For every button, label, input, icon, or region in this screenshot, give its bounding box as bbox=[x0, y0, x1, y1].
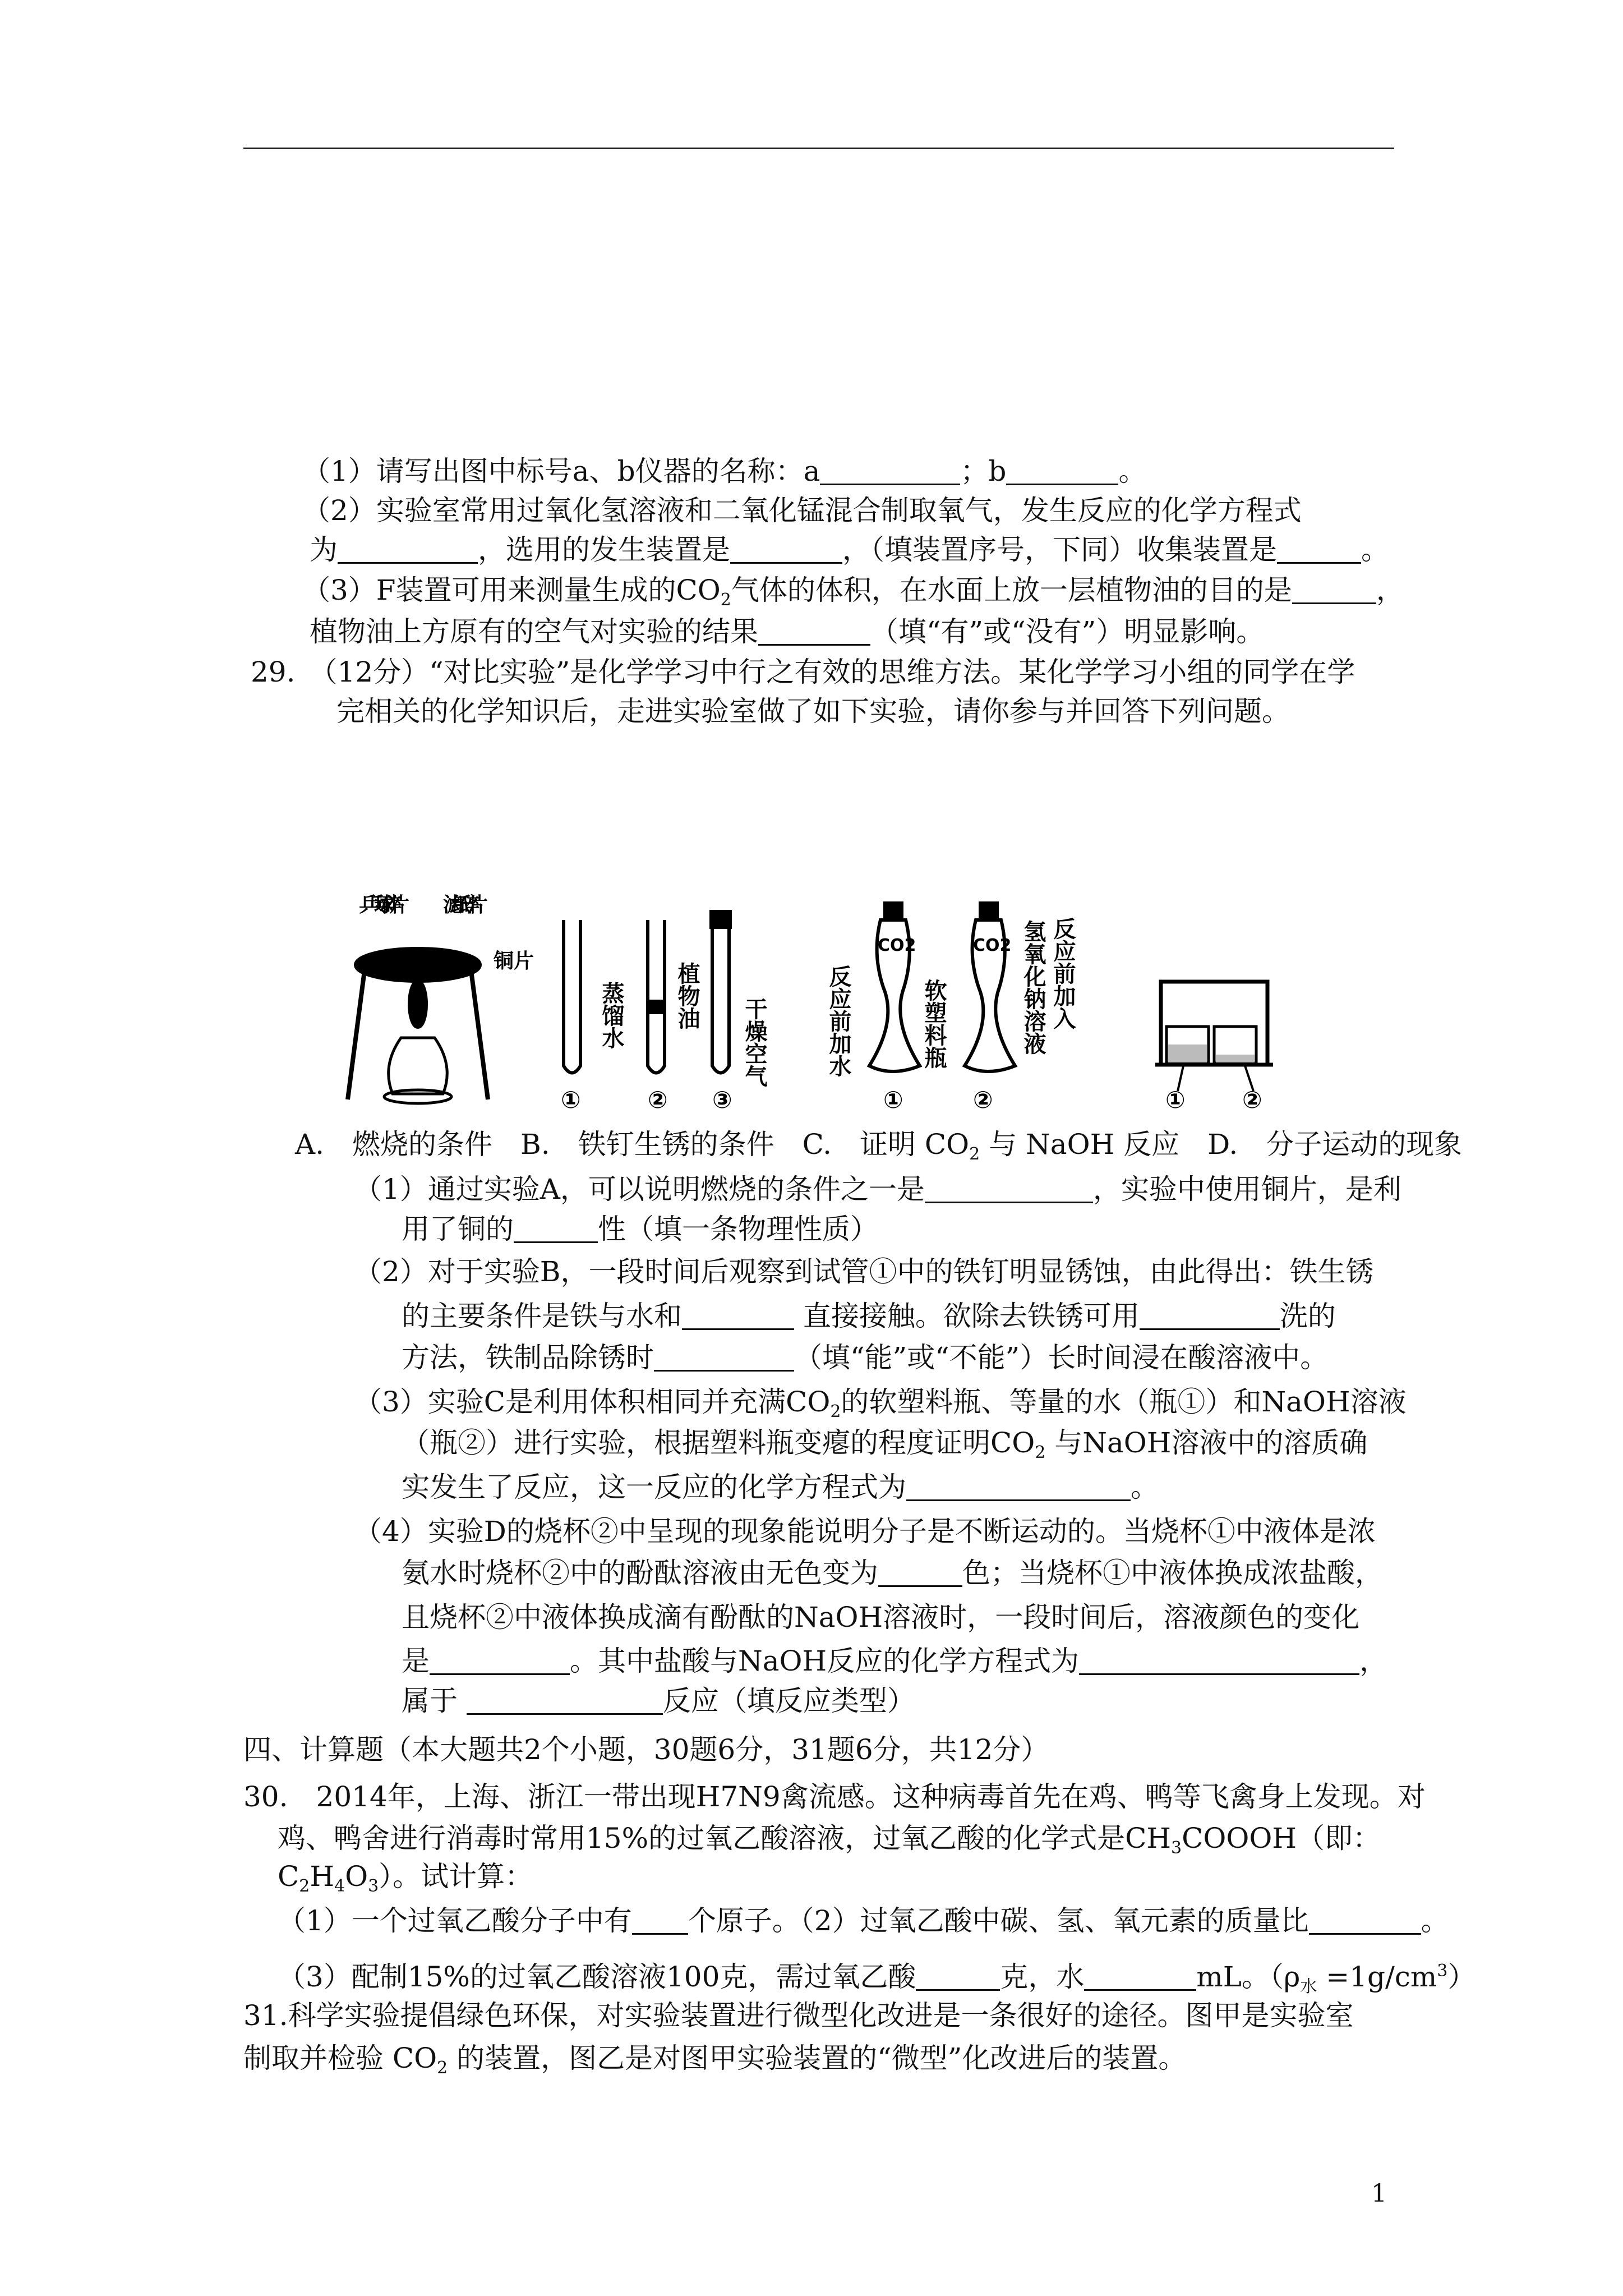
text-segment: 方法，铁制品除锈时 bbox=[402, 1341, 654, 1374]
text-segment: ，实验中使用铜片，是利 bbox=[1092, 1173, 1401, 1205]
answer-blank[interactable] bbox=[916, 1964, 1000, 1991]
text-segment: mL。（ρ bbox=[1196, 1961, 1301, 1993]
text-line-q30-3 bbox=[278, 1954, 1476, 2004]
subscript: 4 bbox=[334, 1876, 345, 1896]
subscript: 水 bbox=[1300, 1977, 1317, 1996]
text-line-q29-4e bbox=[402, 1684, 915, 1718]
text-segment: （2）对于实验B，一段时间后观察到试管①中的铁钉明显锈蚀，由此得出：铁生锈 bbox=[354, 1255, 1374, 1288]
text-line-q31b bbox=[243, 2041, 1186, 2085]
answer-blank[interactable] bbox=[1084, 1964, 1196, 1991]
text-segment: ，（填装置序号，下同）收集装置是 bbox=[842, 533, 1277, 566]
text-segment: 直接接触。欲除去铁锈可用 bbox=[794, 1300, 1140, 1332]
text-line-q30b bbox=[278, 1821, 1381, 1865]
label-vegetable-oil: 植物油 bbox=[674, 962, 700, 1029]
label-water-added: 反应前加水 bbox=[826, 965, 851, 1077]
answer-blank[interactable] bbox=[906, 1475, 1131, 1501]
text-segment: （1）请写出图中标号a、b仪器的名称：a bbox=[302, 455, 820, 487]
text-line-q30 bbox=[243, 1780, 1426, 1814]
text-line-q29-2 bbox=[354, 1255, 1374, 1289]
figure-b-tubes bbox=[564, 912, 730, 1073]
text-segment: 个原子。（2）过氧乙酸中碳、氢、氧元素的质量比 bbox=[688, 1904, 1309, 1937]
answer-blank[interactable] bbox=[925, 1177, 1093, 1203]
label-c-1: ① bbox=[883, 1086, 903, 1114]
text-line-q30-1 bbox=[278, 1904, 1449, 1938]
text-line-q28-2 bbox=[302, 494, 1302, 527]
subscript: 3 bbox=[368, 1876, 379, 1896]
text-segment: （1）一个过氧乙酸分子中有 bbox=[278, 1904, 632, 1937]
text-segment: 性（填一条物理性质） bbox=[598, 1213, 878, 1245]
label-d-2: ② bbox=[1242, 1086, 1262, 1114]
text-segment: A. 燃烧的条件 B. 铁钉生锈的条件 C. 证明 CO bbox=[295, 1128, 970, 1161]
text-segment: 。 bbox=[1361, 533, 1389, 566]
text-segment: 的装置，图乙是对图甲实验装置的“微型”化改进后的装置。 bbox=[448, 2042, 1187, 2074]
answer-blank[interactable] bbox=[467, 1688, 663, 1715]
text-line-q29-3b bbox=[402, 1426, 1367, 1470]
text-segment: （2）实验室常用过氧化氢溶液和二氧化锰混合制取氧气，发生反应的化学方程式 bbox=[302, 494, 1302, 527]
text-segment: 属于 bbox=[402, 1685, 467, 1717]
text-line-sec4 bbox=[243, 1733, 1049, 1766]
answer-blank[interactable] bbox=[514, 1217, 598, 1243]
text-segment: 克，水 bbox=[1000, 1961, 1085, 1993]
label-co2-bottle-2: CO2 bbox=[973, 936, 1012, 955]
text-segment: =1g/cm bbox=[1317, 1961, 1437, 1993]
text-segment: 的软塑料瓶、等量的水（瓶①）和NaOH溶液 bbox=[841, 1386, 1407, 1418]
subscript: 2 bbox=[1035, 1443, 1046, 1462]
text-line-q29-4d bbox=[402, 1644, 1387, 1678]
text-segment: （填“能”或“不能”）长时间浸在酸溶液中。 bbox=[794, 1341, 1329, 1374]
subscript: 2 bbox=[299, 1876, 310, 1896]
text-segment: C bbox=[278, 1860, 299, 1893]
answer-blank[interactable] bbox=[1292, 578, 1376, 604]
text-segment: 且烧杯②中液体换成滴有酚酞的NaOH溶液时，一段时间后，溶液颜色的变化 bbox=[402, 1601, 1360, 1634]
text-segment: 为 bbox=[310, 533, 338, 566]
subscript: 2 bbox=[969, 1144, 980, 1164]
label-co2-bottle-1: CO2 bbox=[878, 936, 916, 955]
subscript: 2 bbox=[437, 2058, 448, 2078]
text-segment: 实发生了反应，这一反应的化学方程式为 bbox=[402, 1471, 906, 1503]
text-line-q29-3c bbox=[402, 1470, 1159, 1504]
text-line-q29-1 bbox=[354, 1172, 1401, 1206]
answer-blank[interactable] bbox=[1277, 537, 1361, 564]
text-segment: 。其中盐酸与NaOH反应的化学方程式为 bbox=[570, 1645, 1080, 1677]
answer-blank[interactable] bbox=[730, 537, 842, 564]
answer-blank[interactable] bbox=[430, 1649, 570, 1675]
label-d-1: ① bbox=[1165, 1086, 1186, 1114]
text-segment: （填“有”或“没有”）明显影响。 bbox=[870, 615, 1265, 648]
label-distilled-water: 蒸馏水 bbox=[598, 982, 624, 1049]
text-segment: 植物油上方原有的空气对实验的结果 bbox=[310, 615, 758, 648]
answer-blank[interactable] bbox=[682, 1304, 794, 1330]
text-segment: 完相关的化学知识后，走进实验室做了如下实验，请你参与并回答下列问题。 bbox=[336, 695, 1290, 728]
answer-blank[interactable] bbox=[1309, 1908, 1421, 1935]
text-segment: （1）通过实验A，可以说明燃烧的条件之一是 bbox=[354, 1173, 925, 1205]
text-line-q28-2b bbox=[310, 533, 1389, 567]
text-segment: 氨水时烧杯②中的酚酞溶液由无色变为 bbox=[402, 1557, 878, 1589]
answer-blank[interactable] bbox=[820, 459, 960, 485]
answer-blank[interactable] bbox=[758, 619, 870, 646]
text-line-q30c bbox=[278, 1860, 533, 1903]
text-segment: 洗的 bbox=[1279, 1300, 1336, 1332]
label-pingpong-fragments: 乒乓球碎片 bbox=[359, 894, 409, 917]
label-b-1: ① bbox=[561, 1086, 581, 1114]
text-segment: 的主要条件是铁与水和 bbox=[402, 1300, 682, 1332]
text-segment: 。 bbox=[1421, 1904, 1449, 1937]
answer-blank[interactable] bbox=[878, 1561, 962, 1587]
figure-a-combustion bbox=[348, 949, 488, 1103]
text-segment: ）。试计算： bbox=[379, 1860, 533, 1893]
label-b-2: ② bbox=[648, 1086, 668, 1114]
text-segment: ） bbox=[1447, 1961, 1476, 1993]
text-line-q28-1 bbox=[302, 454, 1146, 488]
text-segment: COOOH（即： bbox=[1182, 1822, 1381, 1855]
text-segment: 31.科学实验提倡绿色环保，对实验装置进行微型化改进是一条很好的途径。图甲是实验室 bbox=[243, 1999, 1354, 2032]
experiment-figure bbox=[0, 875, 1623, 1144]
text-segment: 与NaOH溶液中的溶质确 bbox=[1045, 1427, 1368, 1459]
text-segment: 制取并检验 CO bbox=[243, 2042, 437, 2074]
text-segment: （4）实验D的烧杯②中呈现的现象能说明分子是不断运动的。当烧杯①中液体是浓 bbox=[354, 1515, 1376, 1548]
text-line-q29-1b bbox=[402, 1212, 878, 1246]
text-segment: 色；当烧杯①中液体换成浓盐酸， bbox=[962, 1557, 1383, 1589]
answer-blank[interactable] bbox=[1006, 459, 1118, 485]
subscript: 3 bbox=[1171, 1838, 1182, 1858]
text-segment: O bbox=[345, 1860, 368, 1893]
text-segment: （3）F装置可用来测量生成的CO bbox=[302, 574, 721, 606]
answer-blank[interactable] bbox=[338, 537, 478, 564]
text-line-q29-4b bbox=[402, 1556, 1383, 1590]
text-line-q29-2c bbox=[402, 1341, 1328, 1374]
text-line-q28-3b bbox=[310, 615, 1264, 648]
label-copper-sheet: 铜片 bbox=[494, 950, 534, 973]
superscript: 3 bbox=[1437, 1961, 1448, 1981]
text-segment: （瓶②）进行实验，根据塑料瓶变瘪的程度证明CO bbox=[402, 1427, 1035, 1459]
label-soft-plastic-bottle: 软塑料瓶 bbox=[921, 979, 947, 1069]
text-segment: 是 bbox=[402, 1645, 430, 1677]
text-line-q29-2b bbox=[402, 1299, 1336, 1333]
label-c-2: ② bbox=[973, 1086, 993, 1114]
text-line-q28-3 bbox=[302, 573, 1404, 617]
figure-d-beakers bbox=[1155, 982, 1273, 1091]
text-segment: 30. 2014年，上海、浙江一带出现H7N9禽流感。这种病毒首先在鸡、鸭等飞禽身上发现。对 bbox=[243, 1780, 1426, 1813]
text-segment: ， bbox=[1376, 574, 1404, 606]
answer-blank[interactable] bbox=[654, 1345, 794, 1372]
text-segment: 用了铜的 bbox=[402, 1213, 514, 1245]
text-line-q29 bbox=[251, 655, 1355, 689]
text-segment: （3）实验C是利用体积相同并充满CO bbox=[354, 1386, 831, 1418]
text-line-q31 bbox=[243, 1999, 1354, 2032]
text-segment: 与 NaOH 反应 D. 分子运动的现象 bbox=[980, 1128, 1463, 1161]
text-segment: 反应（填反应类型） bbox=[662, 1685, 915, 1717]
answer-blank[interactable] bbox=[632, 1908, 688, 1935]
text-segment: ，选用的发生装置是 bbox=[478, 533, 730, 566]
text-segment: 。 bbox=[1118, 455, 1147, 487]
text-segment: 四、计算题（本大题共2个小题，30题6分，31题6分，共12分） bbox=[243, 1733, 1049, 1766]
text-segment: 。 bbox=[1131, 1471, 1159, 1503]
answer-blank[interactable] bbox=[1140, 1304, 1280, 1330]
text-segment: H bbox=[310, 1860, 334, 1893]
label-added-before-reaction: 反应前加入 bbox=[1050, 917, 1076, 1029]
label-b-3: ③ bbox=[712, 1086, 732, 1114]
text-segment: 气体的体积，在水面上放一层植物油的目的是 bbox=[731, 574, 1292, 606]
text-line-q29-4c bbox=[402, 1600, 1359, 1634]
text-segment: 鸡、鸭舍进行消毒时常用15%的过氧乙酸溶液，过氧乙酸的化学式是CH bbox=[278, 1822, 1171, 1855]
text-segment: ， bbox=[1359, 1645, 1388, 1677]
page-number: 1 bbox=[1371, 2179, 1387, 2208]
text-segment: （3）配制15%的过氧乙酸溶液100克，需过氧乙酸 bbox=[278, 1961, 916, 1993]
label-filter-paper-fragments: 滤纸碎片 bbox=[443, 894, 488, 917]
header-rule bbox=[243, 148, 1394, 149]
text-line-q29b bbox=[336, 694, 1290, 728]
subscript: 2 bbox=[830, 1402, 841, 1421]
subscript: 2 bbox=[720, 590, 731, 610]
answer-blank[interactable] bbox=[1079, 1649, 1359, 1675]
text-segment: 29. （12分）“对比实验”是化学学习中行之有效的思维方法。某化学学习小组的同学在学 bbox=[251, 656, 1355, 688]
text-line-q29-4 bbox=[354, 1515, 1376, 1548]
text-segment: ；b bbox=[960, 455, 1007, 487]
label-dry-air: 干燥空气 bbox=[741, 997, 767, 1087]
text-line-q29-3 bbox=[354, 1385, 1407, 1429]
label-naoh-solution: 氢氧化钠溶液 bbox=[1020, 920, 1046, 1055]
